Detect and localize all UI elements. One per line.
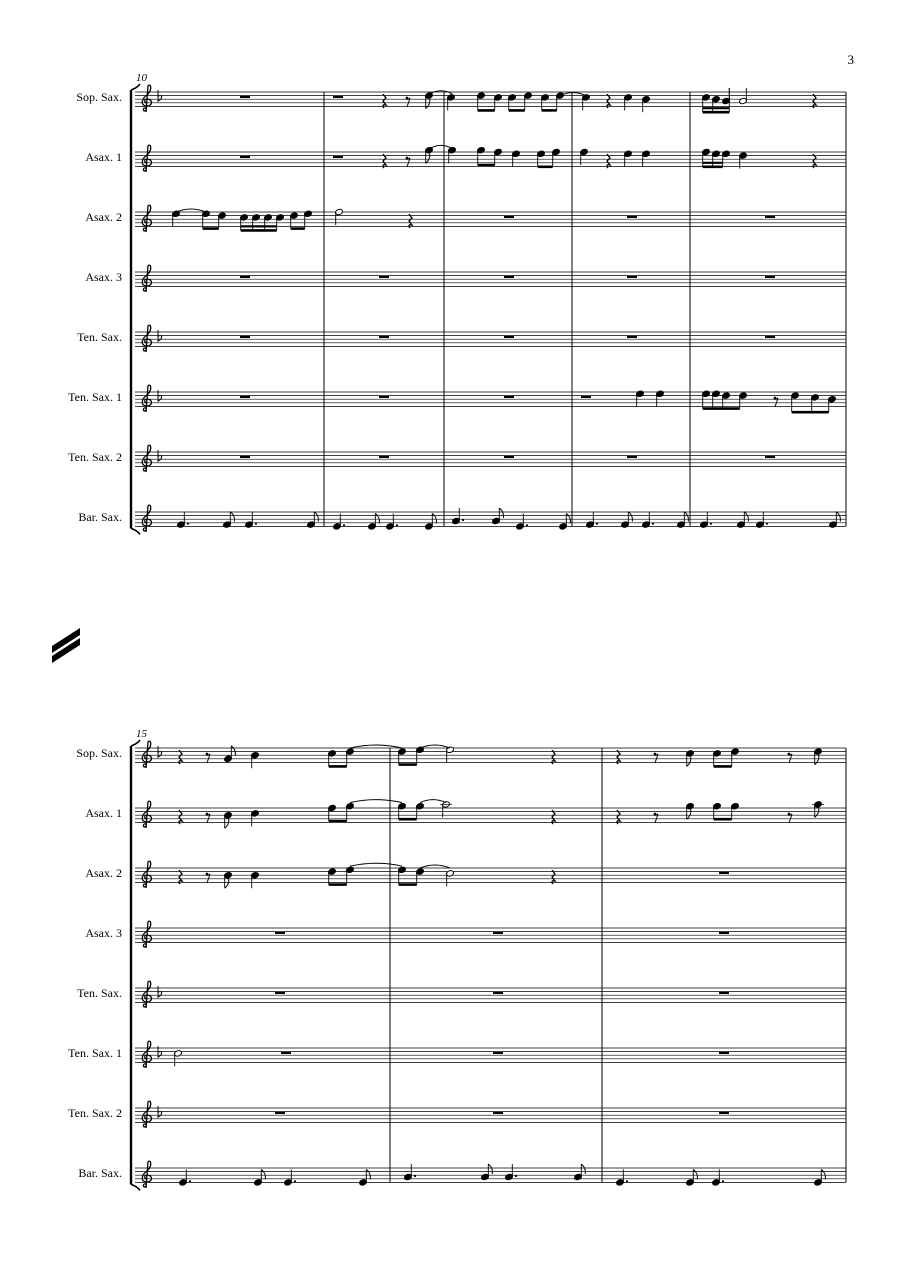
bracket-end-top: [131, 84, 140, 90]
quarter-rest-icon: [552, 810, 555, 824]
instrument-label: Asax. 2: [85, 210, 122, 224]
page-number: 3: [847, 52, 854, 67]
treble-clef-icon: [142, 801, 151, 828]
note-flag: [687, 809, 691, 819]
augmentation-dot: [396, 524, 398, 526]
note-flag: [815, 755, 819, 765]
tie-slur: [430, 145, 452, 148]
instrument-label: Ten. Sax. 1: [68, 390, 122, 404]
treble-clef-icon: [142, 741, 151, 768]
instrument-label: Bar. Sax.: [78, 1166, 122, 1180]
instrument-label: Ten. Sax.: [77, 986, 122, 1000]
treble-clef-icon: [142, 385, 151, 412]
whole-rest-icon: [765, 276, 775, 278]
note-flag: [744, 512, 748, 522]
instrument-label: Ten. Sax.: [77, 330, 122, 344]
augmentation-dot: [710, 523, 712, 525]
instrument-label: Asax. 1: [85, 806, 122, 820]
whole-rest-icon: [627, 216, 637, 218]
whole-rest-icon: [719, 872, 729, 874]
tie-slur: [176, 209, 206, 212]
treble-clef-icon: [142, 921, 151, 948]
whole-rest-icon: [493, 1052, 503, 1054]
tie-slur: [350, 863, 402, 866]
treble-clef-icon: [142, 1161, 151, 1188]
treble-clef-icon: [142, 981, 151, 1008]
instrument-label: Sop. Sax.: [76, 90, 122, 104]
half-rest-icon: [333, 156, 343, 158]
note-flag: [225, 878, 229, 888]
note-flag: [432, 513, 436, 523]
whole-rest-icon: [504, 396, 514, 398]
quarter-rest-icon: [617, 750, 620, 764]
note-flag: [261, 1169, 265, 1179]
augmentation-dot: [515, 1175, 517, 1177]
tie-slur: [420, 800, 446, 803]
whole-rest-icon: [240, 336, 250, 338]
treble-clef-icon: [142, 325, 151, 352]
measure-number-system-1: 10: [136, 72, 147, 84]
quarter-rest-icon: [813, 154, 816, 168]
whole-rest-icon: [281, 1052, 291, 1054]
whole-rest-icon: [493, 1112, 503, 1114]
half-rest-icon: [581, 396, 591, 398]
note-flag: [566, 513, 570, 523]
treble-clef-icon: [142, 1041, 151, 1068]
note-flag: [366, 1169, 370, 1179]
note-flag: [693, 1169, 697, 1179]
treble-clef-icon: [142, 85, 151, 112]
augmentation-dot: [722, 1180, 724, 1182]
treble-clef-icon: [142, 205, 151, 232]
whole-rest-icon: [493, 992, 503, 994]
treble-clef-icon: [142, 145, 151, 172]
whole-rest-icon: [765, 456, 775, 458]
quarter-rest-icon: [813, 94, 816, 108]
whole-rest-icon: [719, 992, 729, 994]
note-flag: [375, 513, 379, 523]
augmentation-dot: [766, 523, 768, 525]
note-flag: [836, 512, 840, 522]
instrument-label: Asax. 3: [85, 270, 122, 284]
measure-number-system-2: 15: [136, 728, 147, 740]
whole-rest-icon: [627, 276, 637, 278]
whole-rest-icon: [379, 276, 389, 278]
whole-rest-icon: [240, 276, 250, 278]
quarter-rest-icon: [179, 810, 182, 824]
tie-slur: [420, 865, 450, 868]
instrument-label: Asax. 3: [85, 926, 122, 940]
quarter-rest-icon: [552, 750, 555, 764]
whole-rest-icon: [765, 216, 775, 218]
bracket-end-bottom: [131, 528, 140, 534]
quarter-rest-icon: [383, 94, 386, 108]
quarter-rest-icon: [179, 870, 182, 884]
quarter-rest-icon: [617, 810, 620, 824]
instrument-label: Ten. Sax. 2: [68, 450, 122, 464]
treble-clef-icon: [142, 861, 151, 888]
quarter-rest-icon: [552, 870, 555, 884]
whole-rest-icon: [379, 456, 389, 458]
augmentation-dot: [626, 1180, 628, 1182]
note-flag: [684, 512, 688, 522]
whole-rest-icon: [719, 1112, 729, 1114]
augmentation-dot: [189, 1180, 191, 1182]
note-flag: [225, 818, 229, 828]
whole-rest-icon: [275, 932, 285, 934]
half-rest-icon: [333, 96, 343, 98]
note-flag: [815, 807, 819, 817]
whole-rest-icon: [504, 216, 514, 218]
whole-rest-icon: [765, 336, 775, 338]
whole-rest-icon: [493, 932, 503, 934]
whole-rest-icon: [627, 336, 637, 338]
note-flag: [230, 512, 234, 522]
quarter-rest-icon: [607, 154, 610, 168]
note-flag: [426, 99, 430, 109]
instrument-label: Ten. Sax. 1: [68, 1046, 122, 1060]
quarter-rest-icon: [409, 214, 412, 228]
instrument-label: Sop. Sax.: [76, 746, 122, 760]
bracket-end-top: [131, 740, 140, 746]
treble-clef-icon: [142, 445, 151, 472]
note-flag: [628, 512, 632, 522]
whole-rest-icon: [504, 276, 514, 278]
augmentation-dot: [343, 524, 345, 526]
whole-rest-icon: [627, 456, 637, 458]
augmentation-dot: [294, 1180, 296, 1182]
augmentation-dot: [596, 523, 598, 525]
note-flag: [821, 1169, 825, 1179]
note-flag: [581, 1164, 585, 1174]
whole-rest-icon: [240, 96, 250, 98]
whole-rest-icon: [240, 456, 250, 458]
note-flag: [426, 153, 430, 163]
tie-slur: [350, 800, 402, 803]
whole-rest-icon: [719, 1052, 729, 1054]
whole-rest-icon: [504, 456, 514, 458]
bracket-end-bottom: [131, 1184, 140, 1190]
note-flag: [231, 746, 235, 756]
instrument-label: Asax. 1: [85, 150, 122, 164]
treble-clef-icon: [142, 505, 151, 532]
note-flag: [314, 512, 318, 522]
quarter-rest-icon: [607, 94, 610, 108]
quarter-rest-icon: [383, 154, 386, 168]
treble-clef-icon: [142, 265, 151, 292]
augmentation-dot: [187, 523, 189, 525]
tie-slur: [420, 745, 450, 748]
whole-rest-icon: [275, 1112, 285, 1114]
quarter-rest-icon: [179, 750, 182, 764]
whole-rest-icon: [379, 336, 389, 338]
whole-rest-icon: [275, 992, 285, 994]
instrument-label: Ten. Sax. 2: [68, 1106, 122, 1120]
instrument-label: Bar. Sax.: [78, 510, 122, 524]
note-flag: [687, 756, 691, 766]
whole-rest-icon: [379, 396, 389, 398]
augmentation-dot: [526, 524, 528, 526]
instrument-label: Asax. 2: [85, 866, 122, 880]
note-flag: [488, 1164, 492, 1174]
augmentation-dot: [255, 523, 257, 525]
augmentation-dot: [462, 519, 464, 521]
whole-rest-icon: [504, 336, 514, 338]
whole-rest-icon: [719, 932, 729, 934]
treble-clef-icon: [142, 1101, 151, 1128]
note-flag: [499, 508, 503, 518]
augmentation-dot: [652, 523, 654, 525]
tie-slur: [350, 745, 402, 748]
augmentation-dot: [414, 1175, 416, 1177]
whole-rest-icon: [240, 396, 250, 398]
whole-rest-icon: [240, 156, 250, 158]
